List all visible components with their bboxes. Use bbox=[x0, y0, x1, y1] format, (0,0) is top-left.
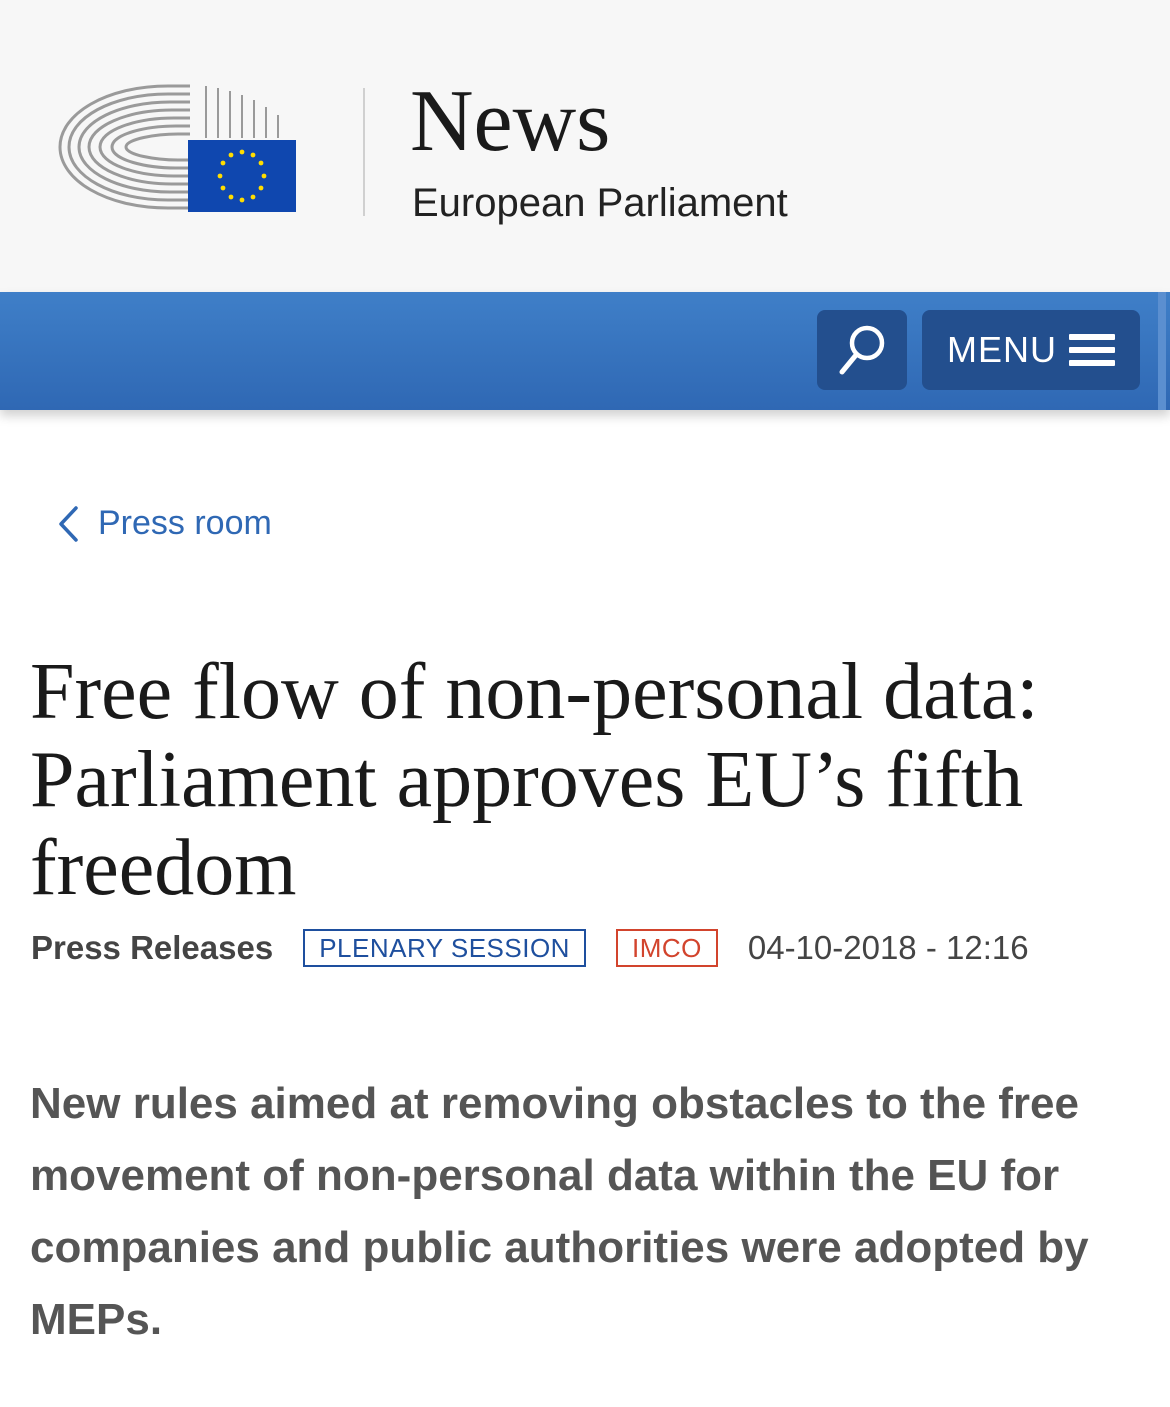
header-divider bbox=[363, 88, 365, 216]
article-lead: New rules aimed at removing obstacles to the free movement of non-personal data within the EU for companies and public authorities were adopted by MEPs. bbox=[30, 1079, 1089, 1344]
hamburger-icon bbox=[1069, 332, 1115, 368]
chevron-left-icon bbox=[56, 505, 80, 543]
site-subtitle: European Parliament bbox=[412, 181, 788, 225]
nav-bar-edge bbox=[1158, 292, 1166, 410]
article-category[interactable]: Press Releases bbox=[31, 929, 274, 966]
back-to-press-room-link[interactable] bbox=[56, 504, 272, 543]
nav-bar bbox=[0, 292, 1170, 410]
menu-label: MENU bbox=[947, 329, 1057, 370]
tag-plenary-session[interactable]: PLENARY SESSION bbox=[303, 929, 586, 967]
article-headline: Free flow of non-personal data: Parliament approves EU’s fifth freedom bbox=[30, 648, 1039, 912]
article-meta bbox=[31, 926, 1029, 970]
site-header bbox=[0, 0, 1170, 292]
search-button[interactable] bbox=[817, 310, 907, 390]
tag-imco[interactable]: IMCO bbox=[616, 929, 718, 967]
search-icon bbox=[837, 323, 887, 377]
european-parliament-logo-icon[interactable] bbox=[56, 80, 298, 214]
menu-button[interactable] bbox=[922, 310, 1140, 390]
article-date: 04-10-2018 - 12:16 bbox=[747, 929, 1029, 966]
breadcrumb-label: Press room bbox=[98, 504, 272, 542]
site-title[interactable]: News bbox=[410, 73, 611, 170]
